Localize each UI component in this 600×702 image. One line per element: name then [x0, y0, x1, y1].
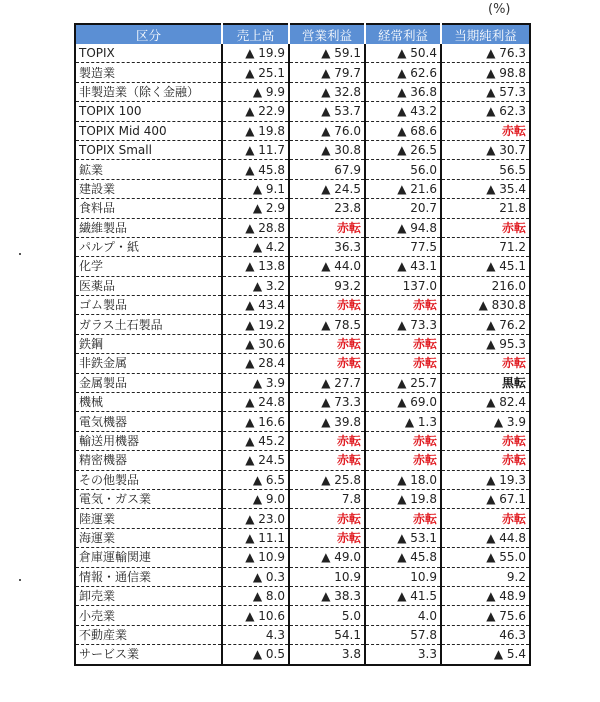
sales-cell: ▲ 43.4 — [222, 296, 289, 315]
table-row — [75, 373, 530, 392]
table-row — [75, 257, 530, 276]
operating-profit-cell: 93.2 — [289, 276, 365, 295]
category-cell: 精密機器 — [75, 451, 222, 470]
net-profit-cell: ▲ 45.1 — [441, 257, 530, 276]
net-profit-cell: ▲ 67.1 — [441, 489, 530, 508]
table-row — [75, 586, 530, 605]
ordinary-profit-cell: 137.0 — [365, 276, 441, 295]
net-profit-cell: ▲ 3.9 — [441, 412, 530, 431]
category-cell: 小売業 — [75, 606, 222, 625]
sales-cell: ▲ 11.7 — [222, 140, 289, 159]
category-cell: 食料品 — [75, 199, 222, 218]
sales-cell: ▲ 3.2 — [222, 276, 289, 295]
table-row — [75, 121, 530, 140]
table-row — [75, 140, 530, 159]
table-row — [75, 470, 530, 489]
operating-profit-cell: 赤転 — [289, 431, 365, 450]
table-row — [75, 160, 530, 179]
net-profit-cell: 21.8 — [441, 199, 530, 218]
net-profit-cell: 赤転 — [441, 218, 530, 237]
sales-cell: ▲ 25.1 — [222, 63, 289, 82]
net-profit-cell: ▲ 62.3 — [441, 102, 530, 121]
operating-profit-cell: ▲ 76.0 — [289, 121, 365, 140]
net-profit-cell: ▲ 830.8 — [441, 296, 530, 315]
category-cell: 化学 — [75, 257, 222, 276]
category-cell: 建設業 — [75, 179, 222, 198]
margin-mark — [19, 579, 21, 581]
net-profit-cell: 赤転 — [441, 509, 530, 528]
net-profit-cell: ▲ 75.6 — [441, 606, 530, 625]
header-category: 区分 — [75, 24, 222, 44]
operating-profit-cell: ▲ 59.1 — [289, 44, 365, 63]
sales-cell: ▲ 9.0 — [222, 489, 289, 508]
category-cell: ゴム製品 — [75, 296, 222, 315]
net-profit-cell: ▲ 55.0 — [441, 548, 530, 567]
header-operating-profit: 営業利益 — [289, 24, 365, 44]
operating-profit-cell: 54.1 — [289, 625, 365, 644]
operating-profit-cell: ▲ 38.3 — [289, 586, 365, 605]
operating-profit-cell: ▲ 27.7 — [289, 373, 365, 392]
sales-cell: ▲ 19.8 — [222, 121, 289, 140]
category-cell: パルプ・紙 — [75, 237, 222, 256]
ordinary-profit-cell: ▲ 69.0 — [365, 393, 441, 412]
table-row — [75, 431, 530, 450]
sales-cell: ▲ 45.8 — [222, 160, 289, 179]
operating-profit-cell: ▲ 39.8 — [289, 412, 365, 431]
net-profit-cell: ▲ 57.3 — [441, 82, 530, 101]
sales-cell: ▲ 24.8 — [222, 393, 289, 412]
table-row — [75, 354, 530, 373]
table-row — [75, 82, 530, 101]
category-cell: 繊維製品 — [75, 218, 222, 237]
ordinary-profit-cell: 56.0 — [365, 160, 441, 179]
sales-cell: ▲ 28.4 — [222, 354, 289, 373]
header-sales: 売上高 — [222, 24, 289, 44]
net-profit-cell: ▲ 82.4 — [441, 393, 530, 412]
net-profit-cell: ▲ 5.4 — [441, 645, 530, 665]
operating-profit-cell: ▲ 53.7 — [289, 102, 365, 121]
table-row — [75, 276, 530, 295]
operating-profit-cell: ▲ 24.5 — [289, 179, 365, 198]
operating-profit-cell: ▲ 79.7 — [289, 63, 365, 82]
net-profit-cell: ▲ 44.8 — [441, 528, 530, 547]
ordinary-profit-cell: 赤転 — [365, 334, 441, 353]
ordinary-profit-cell: ▲ 50.4 — [365, 44, 441, 63]
ordinary-profit-cell: 20.7 — [365, 199, 441, 218]
sales-cell: ▲ 8.0 — [222, 586, 289, 605]
ordinary-profit-cell: ▲ 43.1 — [365, 257, 441, 276]
category-cell: 電気・ガス業 — [75, 489, 222, 508]
operating-profit-cell: 10.9 — [289, 567, 365, 586]
table-row — [75, 218, 530, 237]
category-cell: 陸運業 — [75, 509, 222, 528]
header-row — [75, 24, 530, 44]
sales-cell: ▲ 11.1 — [222, 528, 289, 547]
table-row — [75, 44, 530, 63]
category-cell: 機械 — [75, 393, 222, 412]
ordinary-profit-cell: ▲ 18.0 — [365, 470, 441, 489]
category-cell: 倉庫運輸関連 — [75, 548, 222, 567]
table-row — [75, 412, 530, 431]
ordinary-profit-cell: 57.8 — [365, 625, 441, 644]
margin-mark — [19, 253, 21, 255]
category-cell: TOPIX Mid 400 — [75, 121, 222, 140]
net-profit-cell: 赤転 — [441, 431, 530, 450]
table-row — [75, 528, 530, 547]
category-cell: TOPIX — [75, 44, 222, 63]
operating-profit-cell: 赤転 — [289, 354, 365, 373]
net-profit-cell: ▲ 76.2 — [441, 315, 530, 334]
net-profit-cell: 赤転 — [441, 451, 530, 470]
net-profit-cell: ▲ 98.8 — [441, 63, 530, 82]
category-cell: 製造業 — [75, 63, 222, 82]
net-profit-cell: ▲ 19.3 — [441, 470, 530, 489]
ordinary-profit-cell: ▲ 53.1 — [365, 528, 441, 547]
category-cell: 金属製品 — [75, 373, 222, 392]
operating-profit-cell: ▲ 32.8 — [289, 82, 365, 101]
ordinary-profit-cell: ▲ 21.6 — [365, 179, 441, 198]
table-row — [75, 548, 530, 567]
operating-profit-cell: 5.0 — [289, 606, 365, 625]
ordinary-profit-cell: ▲ 43.2 — [365, 102, 441, 121]
ordinary-profit-cell: ▲ 94.8 — [365, 218, 441, 237]
sales-cell: ▲ 16.6 — [222, 412, 289, 431]
net-profit-cell: 黒転 — [441, 373, 530, 392]
operating-profit-cell: ▲ 78.5 — [289, 315, 365, 334]
category-cell: 鉄鋼 — [75, 334, 222, 353]
table-row — [75, 645, 530, 665]
ordinary-profit-cell: ▲ 68.6 — [365, 121, 441, 140]
sales-cell: ▲ 3.9 — [222, 373, 289, 392]
category-cell: ガラス土石製品 — [75, 315, 222, 334]
category-cell: TOPIX Small — [75, 140, 222, 159]
operating-profit-cell: ▲ 73.3 — [289, 393, 365, 412]
net-profit-cell: ▲ 30.7 — [441, 140, 530, 159]
sales-cell: 4.3 — [222, 625, 289, 644]
operating-profit-cell: ▲ 44.0 — [289, 257, 365, 276]
net-profit-cell: 71.2 — [441, 237, 530, 256]
operating-profit-cell: 赤転 — [289, 509, 365, 528]
header-ordinary-profit: 経常利益 — [365, 24, 441, 44]
operating-profit-cell: ▲ 49.0 — [289, 548, 365, 567]
ordinary-profit-cell: ▲ 62.6 — [365, 63, 441, 82]
operating-profit-cell: 赤転 — [289, 451, 365, 470]
ordinary-profit-cell: ▲ 45.8 — [365, 548, 441, 567]
net-profit-cell: ▲ 48.9 — [441, 586, 530, 605]
operating-profit-cell: 3.8 — [289, 645, 365, 665]
operating-profit-cell: 赤転 — [289, 218, 365, 237]
sales-cell: ▲ 22.9 — [222, 102, 289, 121]
sales-cell: ▲ 2.9 — [222, 199, 289, 218]
sales-cell: ▲ 24.5 — [222, 451, 289, 470]
ordinary-profit-cell: 赤転 — [365, 354, 441, 373]
category-cell: 電気機器 — [75, 412, 222, 431]
ordinary-profit-cell: 4.0 — [365, 606, 441, 625]
sales-cell: ▲ 45.2 — [222, 431, 289, 450]
ordinary-profit-cell: 赤転 — [365, 509, 441, 528]
category-cell: 海運業 — [75, 528, 222, 547]
sales-cell: ▲ 19.2 — [222, 315, 289, 334]
table-row — [75, 199, 530, 218]
category-cell: 輸送用機器 — [75, 431, 222, 450]
category-cell: 不動産業 — [75, 625, 222, 644]
table-row — [75, 296, 530, 315]
operating-profit-cell: ▲ 25.8 — [289, 470, 365, 489]
category-cell: 卸売業 — [75, 586, 222, 605]
category-cell: 非鉄金属 — [75, 354, 222, 373]
sales-cell: ▲ 4.2 — [222, 237, 289, 256]
table-row — [75, 567, 530, 586]
operating-profit-cell: 赤転 — [289, 296, 365, 315]
category-cell: 非製造業（除く金融） — [75, 82, 222, 101]
operating-profit-cell: ▲ 30.8 — [289, 140, 365, 159]
category-cell: 情報・通信業 — [75, 567, 222, 586]
table-row — [75, 489, 530, 508]
ordinary-profit-cell: ▲ 19.8 — [365, 489, 441, 508]
ordinary-profit-cell: 10.9 — [365, 567, 441, 586]
category-cell: サービス業 — [79, 647, 140, 662]
net-profit-cell: ▲ 95.3 — [441, 334, 530, 353]
ordinary-profit-cell: ▲ 1.3 — [365, 412, 441, 431]
operating-profit-cell: 23.8 — [289, 199, 365, 218]
sales-cell: ▲ 10.9 — [222, 548, 289, 567]
earnings-change-table — [74, 23, 531, 666]
sales-cell: ▲ 0.3 — [222, 567, 289, 586]
net-profit-cell: 216.0 — [441, 276, 530, 295]
ordinary-profit-cell: 赤転 — [365, 296, 441, 315]
table-row — [75, 334, 530, 353]
operating-profit-cell: 赤転 — [289, 528, 365, 547]
net-profit-cell: 56.5 — [441, 160, 530, 179]
table-row — [75, 606, 530, 625]
sales-cell: ▲ 19.9 — [222, 44, 289, 63]
net-profit-cell: 赤転 — [441, 354, 530, 373]
category-cell: TOPIX 100 — [75, 102, 222, 121]
net-profit-cell: 9.2 — [441, 567, 530, 586]
sales-cell: ▲ 9.1 — [222, 179, 289, 198]
table-row — [75, 63, 530, 82]
operating-profit-cell: 赤転 — [289, 334, 365, 353]
category-cell: 鉱業 — [75, 160, 222, 179]
table-row — [75, 509, 530, 528]
table-row — [75, 237, 530, 256]
table-row — [75, 102, 530, 121]
ordinary-profit-cell: ▲ 26.5 — [365, 140, 441, 159]
sales-cell: ▲ 23.0 — [222, 509, 289, 528]
sales-cell: ▲ 30.6 — [222, 334, 289, 353]
table-row — [75, 315, 530, 334]
ordinary-profit-cell: ▲ 73.3 — [365, 315, 441, 334]
sales-cell: ▲ 6.5 — [222, 470, 289, 489]
sales-cell: ▲ 0.5 — [222, 645, 289, 665]
header-net-profit: 当期純利益 — [441, 24, 530, 44]
ordinary-profit-cell: 3.3 — [365, 645, 441, 665]
sales-cell: ▲ 28.8 — [222, 218, 289, 237]
operating-profit-cell: 36.3 — [289, 237, 365, 256]
ordinary-profit-cell: ▲ 41.5 — [365, 586, 441, 605]
net-profit-cell: 46.3 — [441, 625, 530, 644]
ordinary-profit-cell: ▲ 25.7 — [365, 373, 441, 392]
ordinary-profit-cell: 赤転 — [365, 451, 441, 470]
net-profit-cell: 赤転 — [441, 121, 530, 140]
category-cell: その他製品 — [75, 470, 222, 489]
sales-cell: ▲ 13.8 — [222, 257, 289, 276]
ordinary-profit-cell: 赤転 — [365, 431, 441, 450]
ordinary-profit-cell: 77.5 — [365, 237, 441, 256]
ordinary-profit-cell: ▲ 36.8 — [365, 82, 441, 101]
table-row — [75, 451, 530, 470]
sales-cell: ▲ 10.6 — [222, 606, 289, 625]
sales-cell: ▲ 9.9 — [222, 82, 289, 101]
table-row — [75, 625, 530, 644]
net-profit-cell: ▲ 35.4 — [441, 179, 530, 198]
table-row — [75, 393, 530, 412]
net-profit-cell: ▲ 76.3 — [441, 44, 530, 63]
table-row — [75, 179, 530, 198]
unit-label: (%) — [488, 2, 511, 17]
category-cell: 医薬品 — [75, 276, 222, 295]
operating-profit-cell: 7.8 — [289, 489, 365, 508]
operating-profit-cell: 67.9 — [289, 160, 365, 179]
